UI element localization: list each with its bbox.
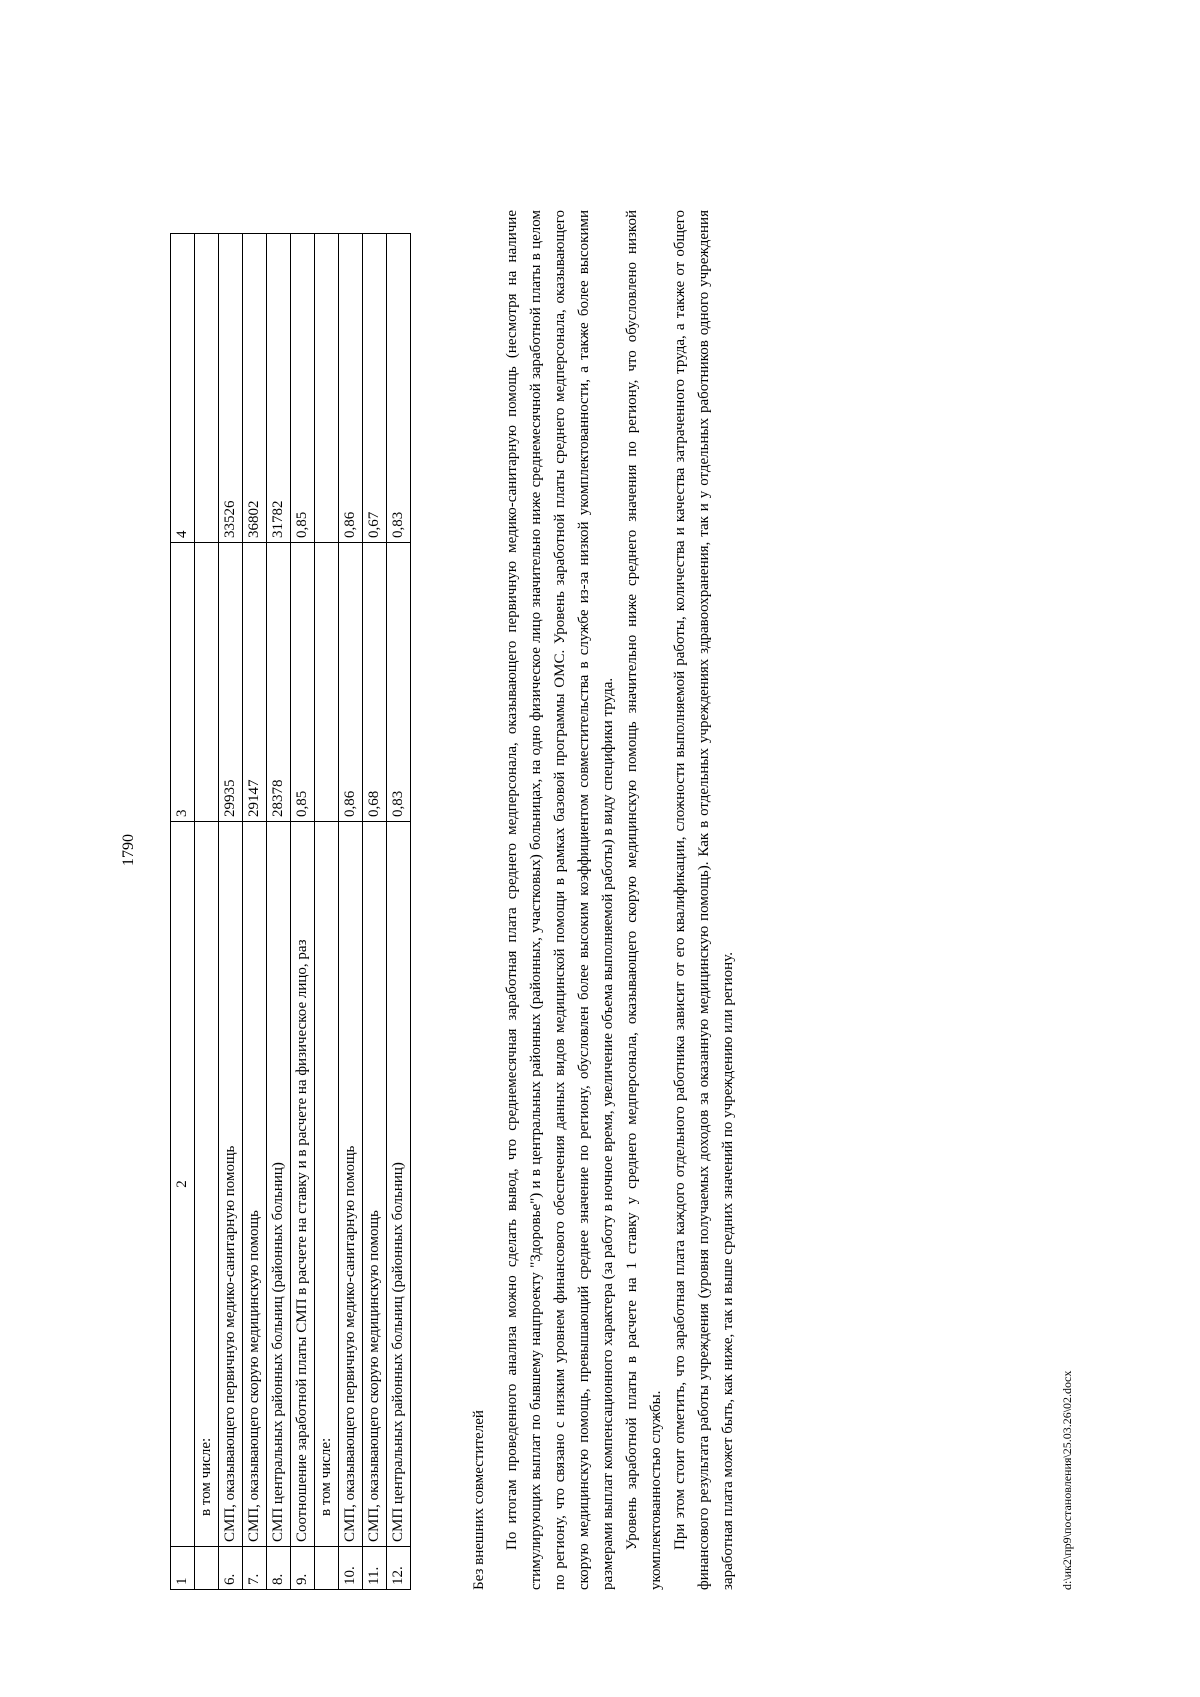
table-row — [243, 234, 267, 1590]
row-value-col3: 0,68 — [363, 543, 387, 822]
row-value-col3 — [315, 543, 339, 822]
header-col-4: 4 — [171, 234, 195, 543]
row-label: Соотношение заработной платы СМП в расчете на ставку и в расчете на физическое лицо, раз — [291, 822, 315, 1547]
salary-table — [170, 233, 411, 1590]
row-value-col4: 0,85 — [291, 234, 315, 543]
row-value-col3: 0,85 — [291, 543, 315, 822]
row-number: 7. — [243, 1547, 267, 1590]
row-label: СМП, оказывающего скорую медицинскую помощь — [243, 822, 267, 1547]
body-text — [500, 210, 740, 1590]
page-number: 1790 — [120, 834, 137, 866]
row-value-col4: 0,67 — [363, 234, 387, 543]
row-label: в том числе: — [195, 822, 219, 1547]
salary-table-body — [171, 234, 411, 1590]
row-number: 11. — [363, 1547, 387, 1590]
row-number: 6. — [219, 1547, 243, 1590]
row-value-col4: 36802 — [243, 234, 267, 543]
table-row — [363, 234, 387, 1590]
row-label: в том числе: — [315, 822, 339, 1547]
table-row — [387, 234, 411, 1590]
row-value-col3: 0,86 — [339, 543, 363, 822]
row-value-col4: 0,83 — [387, 234, 411, 543]
row-value-col4: 33526 — [219, 234, 243, 543]
paragraph-2: Уровень заработной платы в расчете на 1 ставку у среднего медперсонала, оказывающего скорую медицинскую помощь значительно ниже среднего значения по региону, что обусловлено низкой укомплектованностью службы. — [624, 210, 664, 1590]
row-number: 8. — [267, 1547, 291, 1590]
header-col-3: 3 — [171, 543, 195, 822]
row-value-col4: 31782 — [267, 234, 291, 543]
row-value-col4 — [315, 234, 339, 543]
table-note: Без внешних совместителей — [471, 1410, 487, 1590]
paragraph-3: При этом стоит отметить, что заработная плата каждого отдельного работника зависит от его квалификации, сложности выполняемой работы, количества и качества затраченного труда, а также от общего финансового результата работы учреждения (уровня получаемых доходов за оказанную медицинскую помощь). Как в отдельных учреждениях здравоохранения, так и у отдельных работников одного учреждения заработная плата может быть, как ниже, так и выше средних значений по учреждению или региону. — [672, 210, 736, 1590]
table-row — [195, 234, 219, 1590]
row-label: СМП, оказывающего скорую медицинскую помощь — [363, 822, 387, 1547]
table-row — [267, 234, 291, 1590]
table-row — [339, 234, 363, 1590]
row-number — [315, 1547, 339, 1590]
table-header-row — [171, 234, 195, 1590]
row-value-col4 — [195, 234, 219, 543]
row-value-col3: 29935 — [219, 543, 243, 822]
header-col-2: 2 — [171, 822, 195, 1547]
table-row — [291, 234, 315, 1590]
file-path-footer: d:\ик2\пр9\постановления\25.03.26\02.docx — [1060, 1370, 1074, 1590]
header-col-1: 1 — [171, 1547, 195, 1590]
paragraph-1: По итогам проведенного анализа можно сделать вывод, что среднемесячная заработная плата среднего медперсонала, оказывающего первичную медико-санитарную помощь (несмотря на наличие стимулирующих выплат по бывшему нацпроекту "Здоровье") и в центральных районных (районных, участковых) больницах, на одно физическое лицо значительно ниже среднемесячной заработной платы в целом по региону, что связано с низким уровнем финансового обеспечения данных видов медицинской помощи в рамках базовой программы ОМС. Уровень заработной платы среднего медперсонала, оказывающего скорую медицинскую помощь, превышающий среднее значение по региону, обусловлен более высоким коэффициентом совместительства в службе из-за низкой укомплектованности, а также более высокими размерами выплат компенсационного характера (за работу в ночное время, увеличение объема выполняемой работы) в виду специфики труда. — [504, 210, 616, 1590]
row-label: СМП центральных районных больниц (районных больниц) — [387, 822, 411, 1547]
table-row — [315, 234, 339, 1590]
row-value-col3: 28378 — [267, 543, 291, 822]
row-number: 10. — [339, 1547, 363, 1590]
row-label: СМП центральных районных больниц (районных больниц) — [267, 822, 291, 1547]
row-value-col4: 0,86 — [339, 234, 363, 543]
rotated-page — [50, 50, 1150, 1650]
row-label: СМП, оказывающего первичную медико-санитарную помощь — [219, 822, 243, 1547]
row-value-col3 — [195, 543, 219, 822]
table-row — [219, 234, 243, 1590]
row-label: СМП, оказывающего первичную медико-санитарную помощь — [339, 822, 363, 1547]
row-number: 9. — [291, 1547, 315, 1590]
row-number: 12. — [387, 1547, 411, 1590]
row-value-col3: 29147 — [243, 543, 267, 822]
row-number — [195, 1547, 219, 1590]
row-value-col3: 0,83 — [387, 543, 411, 822]
